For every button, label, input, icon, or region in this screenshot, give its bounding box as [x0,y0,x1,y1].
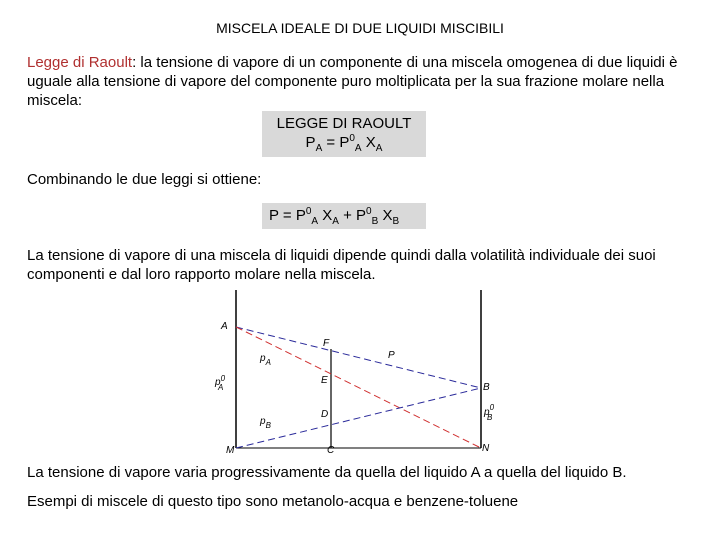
page-title: MISCELA IDEALE DI DUE LIQUIDI MISCIBILI [216,20,504,36]
label-e: E [321,375,328,386]
label-f: F [323,338,330,349]
label-a: A [221,321,228,332]
label-b: B [483,382,490,393]
raoult-law-highlight: Legge di Raoult [27,54,133,71]
combine-text: Combinando le due leggi si ottiene: [27,171,262,188]
total-pressure-line [236,327,481,388]
varies-text: La tensione di vapore varia progressivamente da quella del liquido A a quella del liquido B. [27,464,627,481]
label-m: M [226,445,235,456]
label-d: D [321,409,329,420]
label-p0b: $p^0$ B [484,403,495,422]
raoult-intro-text: : la tensione di vapore di un componente di una miscela omogenea di due liquidi è uguale alla tensione di vapore del componente puro moltiplicata per la sua frazione molare nella miscela: [27,54,678,109]
partial-pressure-a-line [236,327,481,448]
label-pb: $p_B$ [260,416,271,430]
label-c: C [327,445,335,456]
label-pa: $p_A$ [260,353,271,367]
label-p: P [388,350,395,361]
examples-text: Esempi di miscele di questo tipo sono metanolo-acqua e benzene-toluene [27,493,519,510]
label-n: N [482,443,490,454]
partial-pressure-b-line [236,388,481,448]
raoult-law-heading: LEGGE DI RAOULT [276,115,412,132]
raoult-law-formula: $P_A = P^0_A$ $X_A$ [305,133,383,154]
combined-formula-box: $P = P^0_A$ $X_A + P^0_B$ $X_B$ [262,203,426,229]
volatility-paragraph: La tensione di vapore di una miscela di liquidi dipende quindi dalla volatilità individuale dei suoi componenti e dal loro rapporto molare nella miscela. [27,247,656,283]
label-p0a: $p^0$ A [215,374,226,392]
